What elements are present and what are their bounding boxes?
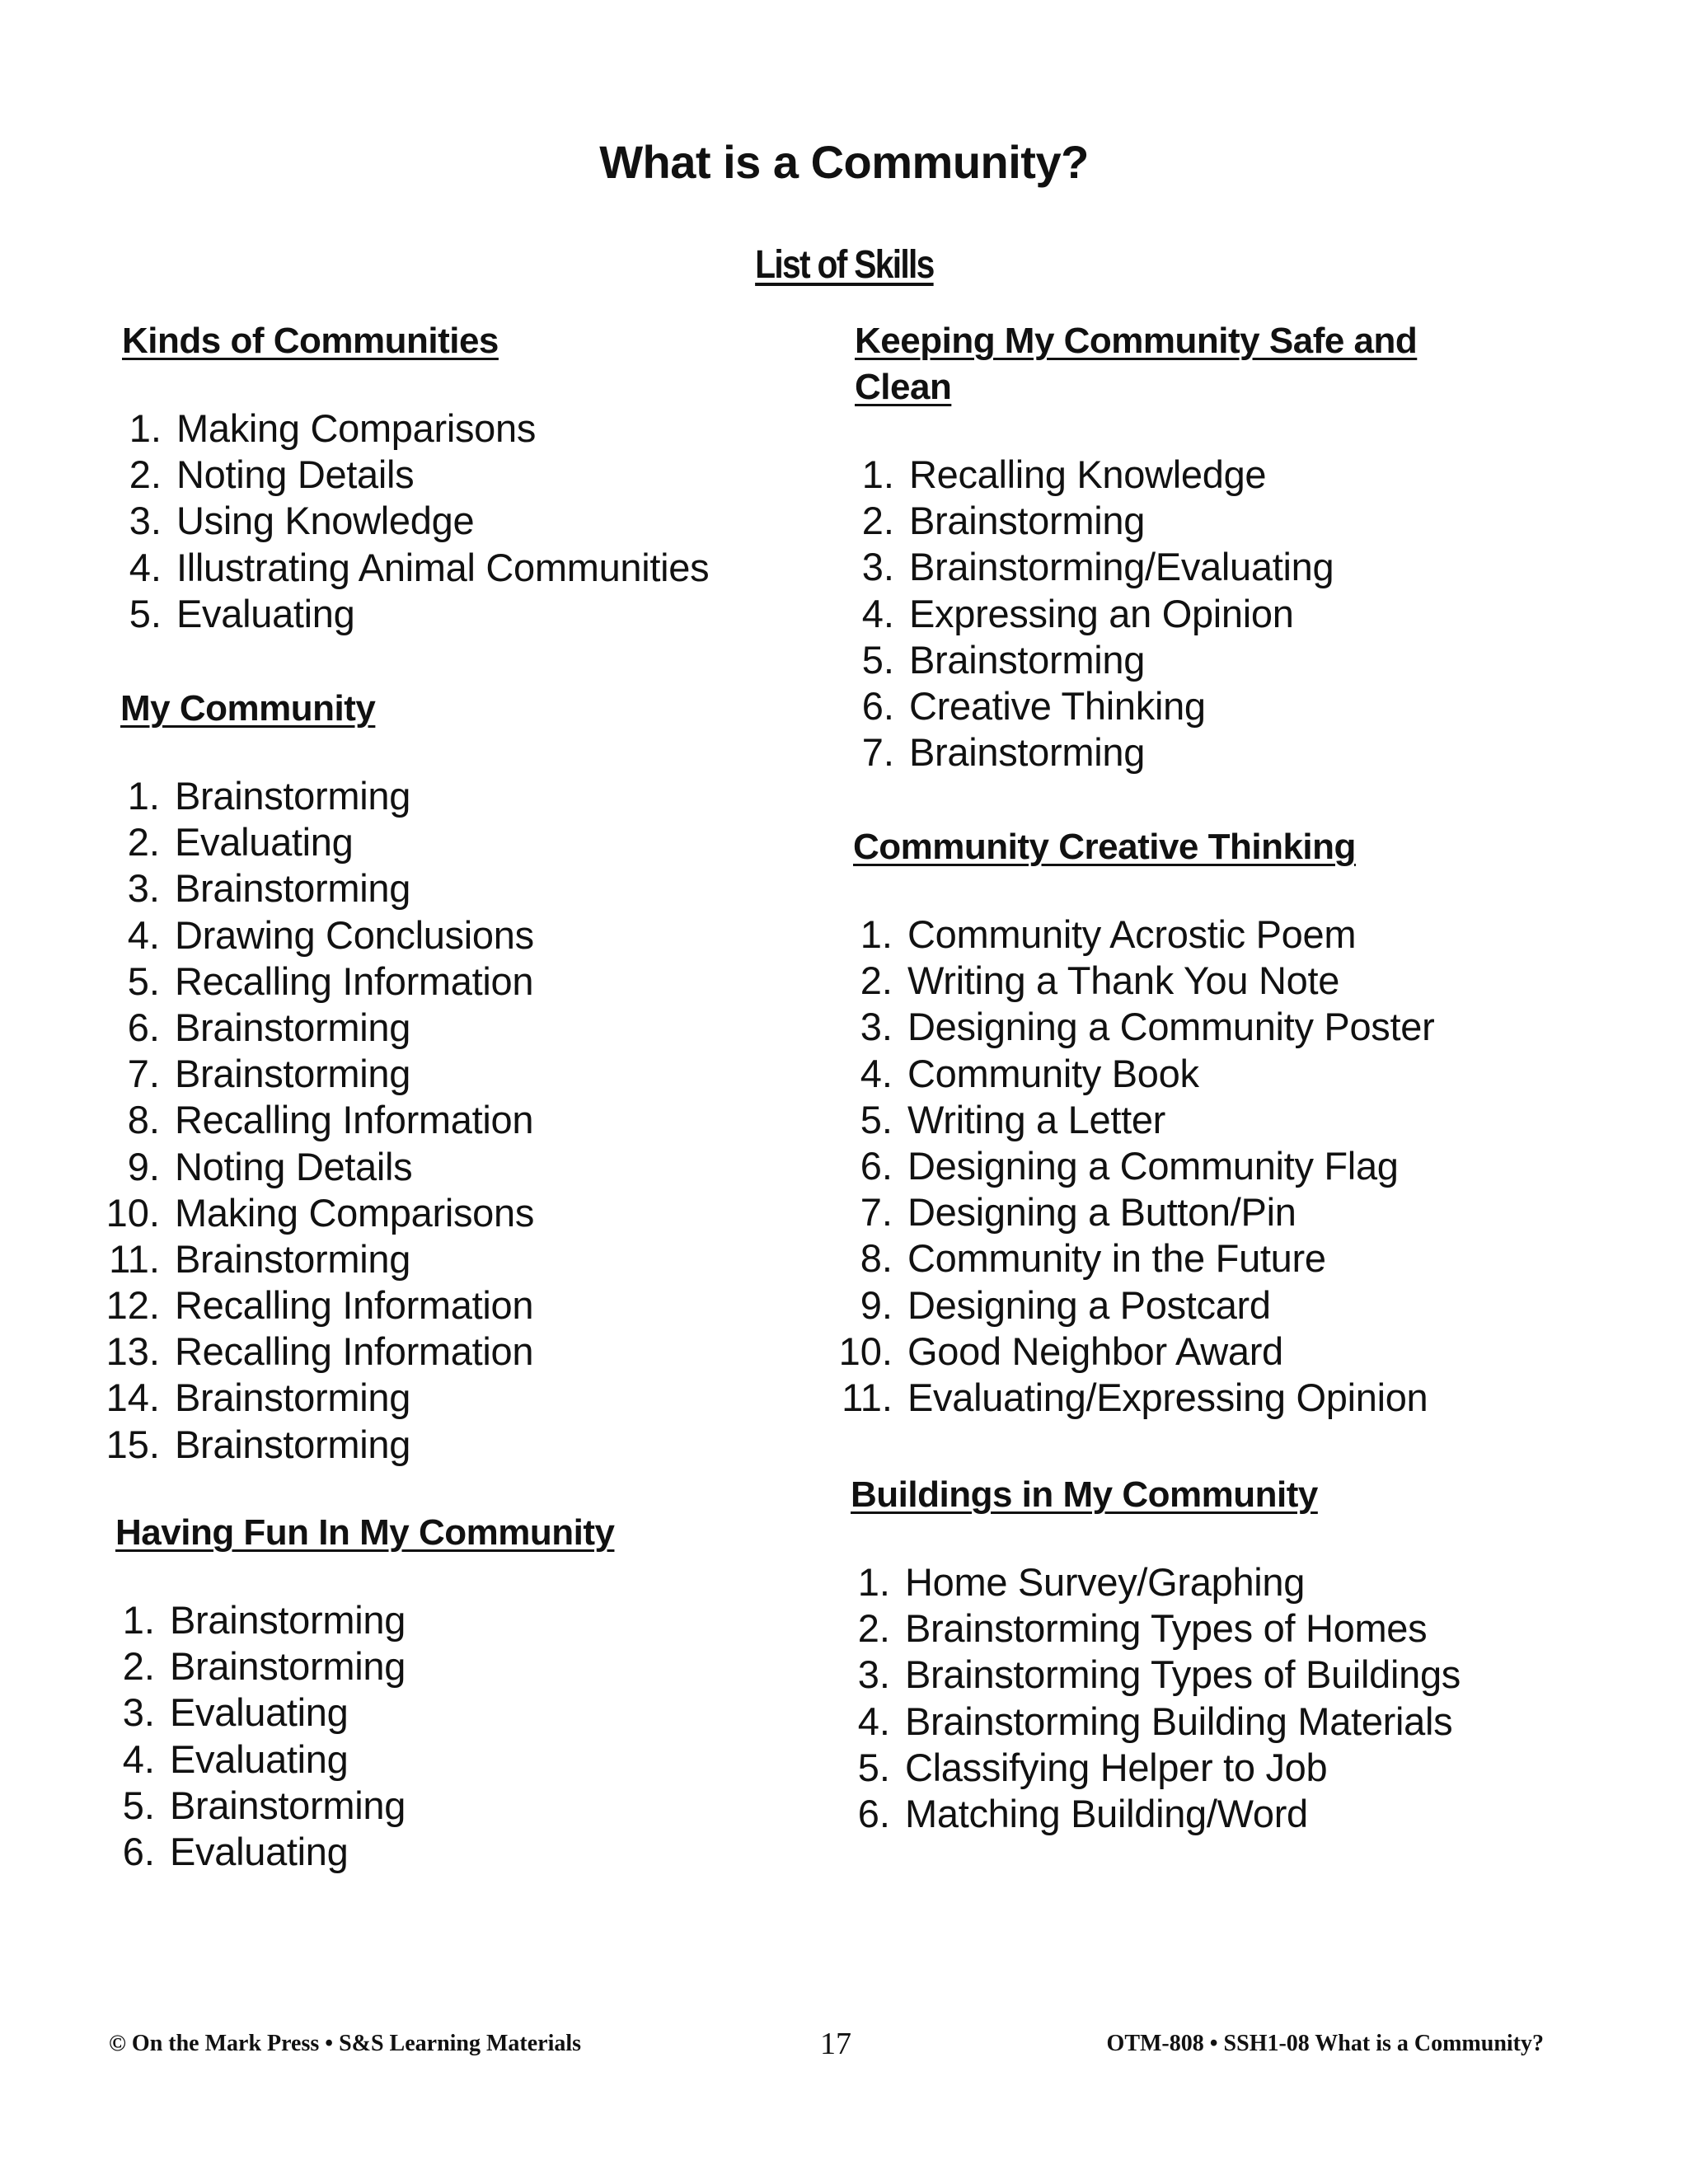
skill-list bbox=[122, 405, 710, 637]
list-item: 4. Community Book bbox=[860, 1051, 1199, 1095]
list-item: 7. Brainstorming bbox=[127, 1052, 411, 1096]
list-item: 6. Evaluating bbox=[122, 1829, 349, 1873]
section-heading: Having Fun In My Community bbox=[115, 1512, 615, 1553]
list-item: 11. Brainstorming bbox=[109, 1236, 411, 1281]
list-item: 5. Brainstorming bbox=[861, 637, 1146, 682]
list-item: 3. Evaluating bbox=[122, 1690, 349, 1735]
list-item: 1. Making Comparisons bbox=[129, 406, 537, 450]
list-item: 8. Recalling Information bbox=[127, 1098, 534, 1142]
section-keeping-safe-clean bbox=[855, 318, 1417, 776]
list-item: 9. Noting Details bbox=[127, 1144, 413, 1188]
list-item: 12. Recalling Information bbox=[106, 1283, 534, 1328]
list-item: 2. Noting Details bbox=[129, 452, 415, 497]
list-item: 2. Brainstorming bbox=[861, 499, 1146, 543]
skill-list bbox=[838, 912, 1435, 1421]
list-item: 4. Evaluating bbox=[122, 1736, 349, 1781]
list-item: 1. Recalling Knowledge bbox=[861, 452, 1267, 496]
list-item: 4. Drawing Conclusions bbox=[127, 912, 534, 957]
list-item: 4. Brainstorming Building Materials bbox=[857, 1699, 1453, 1743]
page-footer bbox=[0, 2026, 1688, 2059]
list-item: 5. Writing a Letter bbox=[860, 1097, 1166, 1141]
section-heading: Kinds of Communities bbox=[122, 321, 499, 361]
list-item: 4. Expressing an Opinion bbox=[861, 591, 1294, 635]
section-kinds-of-communities bbox=[122, 318, 710, 637]
skill-list bbox=[851, 1559, 1461, 1837]
section-heading: My Community bbox=[120, 688, 376, 729]
page-number: 17 bbox=[820, 2027, 851, 2061]
page-subtitle bbox=[0, 242, 1688, 288]
list-item: 2. Evaluating bbox=[127, 820, 354, 865]
list-item: 9. Designing a Postcard bbox=[860, 1282, 1271, 1327]
footer-copyright: © On the Mark Press • S&S Learning Materials bbox=[109, 2031, 582, 2056]
list-item: 11. Evaluating/Expressing Opinion bbox=[842, 1375, 1428, 1419]
section-having-fun bbox=[115, 1510, 614, 1875]
list-item: 1. Home Survey/Graphing bbox=[857, 1560, 1306, 1604]
list-item: 3. Designing a Community Poster bbox=[860, 1005, 1435, 1049]
list-item: 10. Making Comparisons bbox=[106, 1190, 535, 1235]
list-item: 1. Community Acrostic Poem bbox=[860, 912, 1357, 956]
list-item: 3. Brainstorming/Evaluating bbox=[861, 545, 1334, 589]
list-item: 8. Community in the Future bbox=[860, 1236, 1326, 1281]
list-item: 7. Designing a Button/Pin bbox=[860, 1190, 1296, 1235]
list-item: 5. Evaluating bbox=[129, 591, 355, 635]
list-item: 6. Creative Thinking bbox=[861, 683, 1206, 728]
list-item: 3. Brainstorming bbox=[127, 866, 411, 911]
list-item: 2. Brainstorming bbox=[122, 1644, 406, 1689]
list-item: 3. Using Knowledge bbox=[129, 499, 475, 543]
list-item: 1. Brainstorming bbox=[122, 1598, 406, 1642]
footer-product-code: OTM-808 • SSH1-08 What is a Community? bbox=[1106, 2031, 1544, 2056]
list-item: 7. Brainstorming bbox=[861, 730, 1146, 775]
list-item: 15. Brainstorming bbox=[106, 1422, 411, 1466]
list-item: 3. Brainstorming Types of Buildings bbox=[857, 1652, 1461, 1697]
list-item: 2. Writing a Thank You Note bbox=[860, 958, 1340, 1003]
skill-list bbox=[106, 773, 535, 1468]
section-my-community bbox=[106, 686, 535, 1468]
page-title: What is a Community? bbox=[599, 135, 1089, 188]
list-item: 13. Recalling Information bbox=[106, 1329, 534, 1374]
list-of-skills-heading: List of Skills bbox=[754, 242, 934, 287]
list-item: 6. Matching Building/Word bbox=[857, 1791, 1308, 1835]
section-creative-thinking bbox=[838, 824, 1435, 1421]
list-item: 1. Brainstorming bbox=[127, 774, 411, 818]
section-buildings bbox=[851, 1472, 1461, 1837]
list-item: 6. Designing a Community Flag bbox=[860, 1143, 1399, 1188]
list-item: 5. Brainstorming bbox=[122, 1783, 406, 1827]
skill-list bbox=[855, 452, 1417, 776]
list-item: 4. Illustrating Animal Communities bbox=[129, 545, 710, 589]
list-item: 10. Good Neighbor Award bbox=[838, 1329, 1283, 1373]
section-heading: Keeping My Community Safe and Clean bbox=[855, 321, 1418, 407]
section-heading: Community Creative Thinking bbox=[853, 827, 1356, 867]
list-item: 5. Classifying Helper to Job bbox=[857, 1745, 1328, 1789]
section-heading: Buildings in My Community bbox=[851, 1474, 1318, 1515]
skill-list bbox=[115, 1597, 614, 1875]
list-item: 14. Brainstorming bbox=[106, 1376, 411, 1420]
list-item: 5. Recalling Information bbox=[127, 958, 534, 1003]
list-item: 6. Brainstorming bbox=[127, 1005, 411, 1049]
list-item: 2. Brainstorming Types of Homes bbox=[857, 1606, 1428, 1651]
